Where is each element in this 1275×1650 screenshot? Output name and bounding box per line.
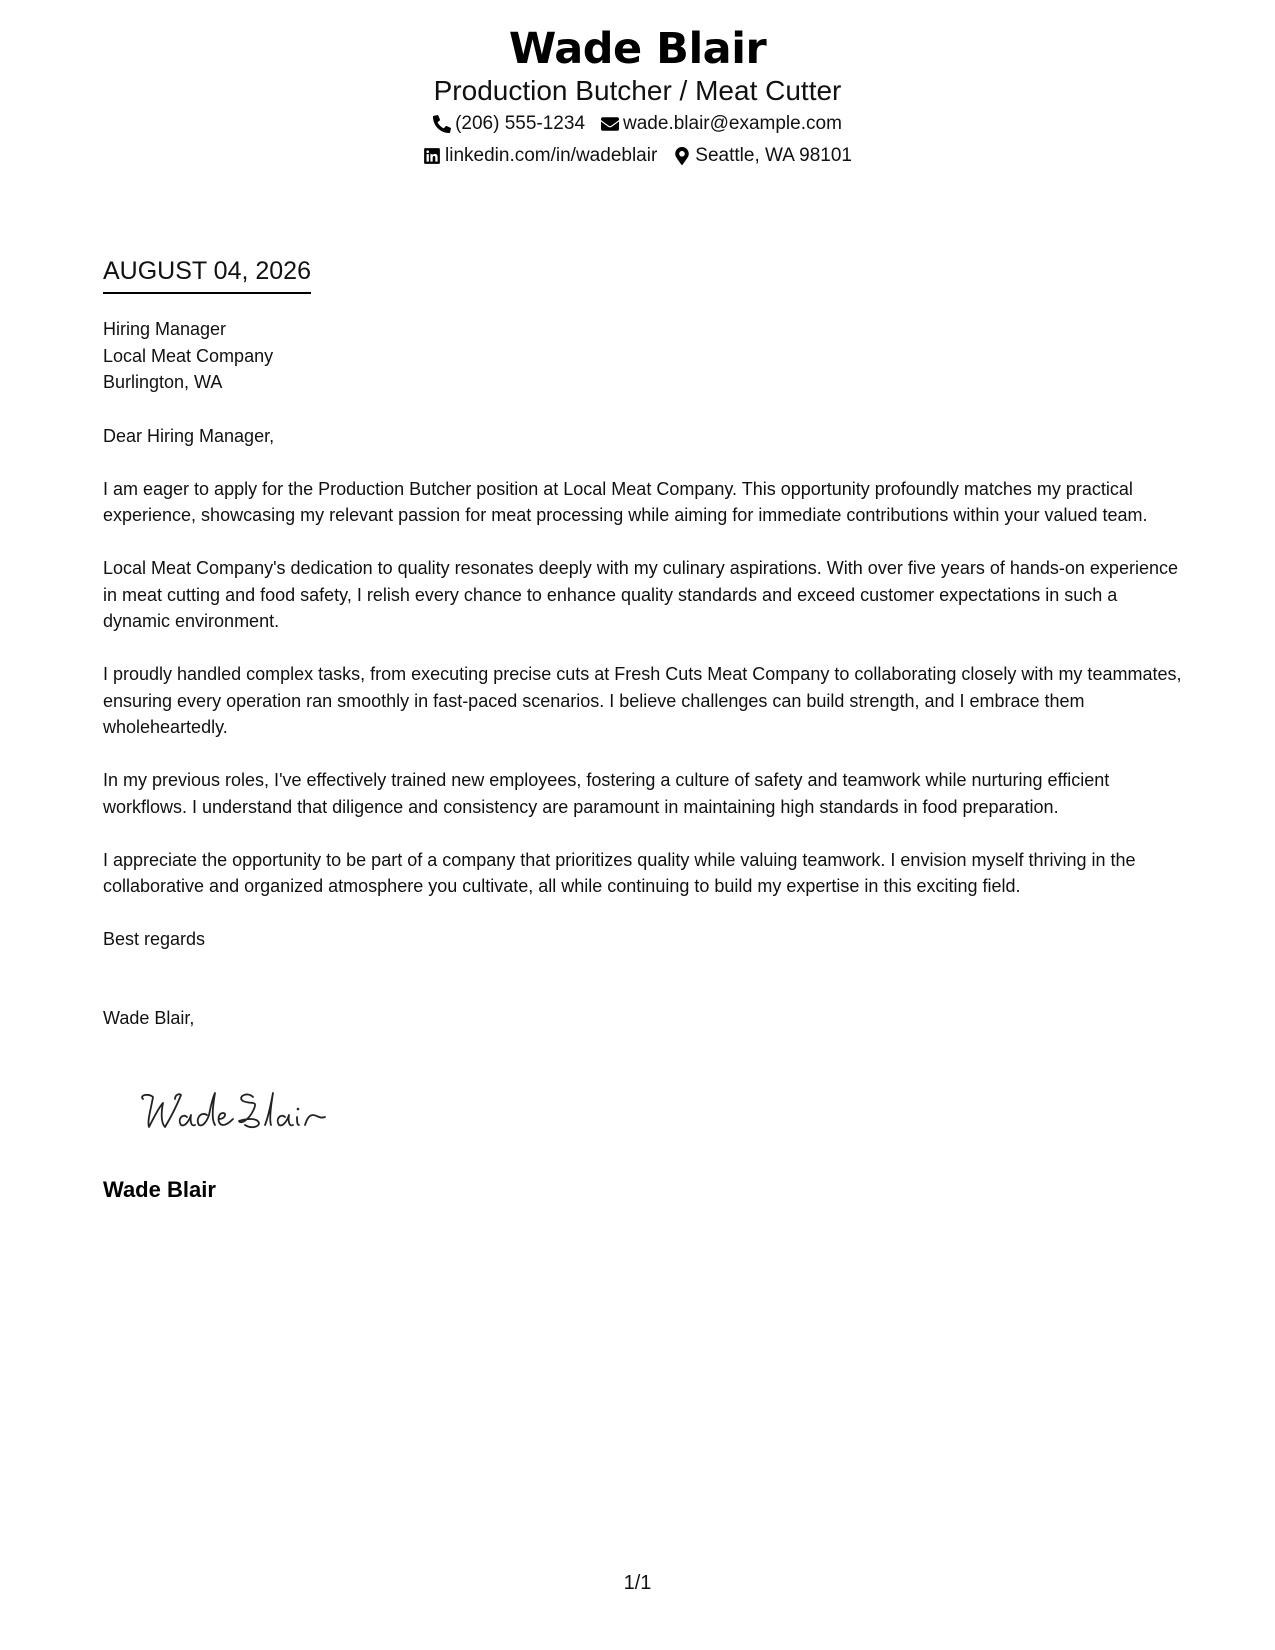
- body-paragraph: Local Meat Company's dedication to quality resonates deeply with my culinary aspirations. With over five years of hands-on experience in meat cutting and food safety, I relish every chance to enhance quality standards and exceed customer expectations in such a dynamic environment.: [103, 558, 1178, 631]
- letter-date: AUGUST 04, 2026: [103, 256, 311, 294]
- contact-row-primary: [0, 108, 1275, 140]
- signer-name: Wade Blair: [103, 1177, 216, 1202]
- recipient-line: Local Meat Company: [103, 345, 274, 366]
- map-marker-icon: [673, 147, 691, 165]
- applicant-name: Wade Blair: [508, 24, 767, 74]
- email-text: wade.blair@example.com: [623, 113, 842, 134]
- contact-row-secondary: [0, 140, 1275, 172]
- location-contact: [673, 140, 852, 172]
- letter-header: [0, 22, 1275, 172]
- phone-contact: [433, 108, 585, 140]
- recipient-block: [103, 316, 1183, 396]
- recipient-line: Burlington, WA: [103, 372, 223, 392]
- phone-text: (206) 555-1234: [455, 113, 586, 134]
- page-number: 1/1: [623, 1572, 652, 1594]
- handwritten-signature: [135, 1085, 335, 1145]
- email-contact: [601, 108, 842, 140]
- envelope-icon: [601, 115, 619, 133]
- linkedin-text: linkedin.com/in/wadeblair: [445, 145, 658, 166]
- body-paragraph: I proudly handled complex tasks, from executing precise cuts at Fresh Cuts Meat Company to collaborating closely with my teammates, ensuring every operation ran smoothly in fast-paced scenarios. I believe challenges can build strength, and I embrace them wholeheartedly.: [103, 664, 1182, 737]
- linkedin-contact: [423, 140, 657, 172]
- recipient-line: Hiring Manager: [103, 319, 227, 339]
- body-paragraph: In my previous roles, I've effectively trained new employees, fostering a culture of safety and teamwork while nurturing efficient workflows. I understand that diligence and consistency are paramount in maintaining high standards in food preparation.: [103, 770, 1110, 817]
- location-text: Seattle, WA 98101: [695, 145, 852, 166]
- closing: Best regards: [103, 929, 206, 949]
- sign-off-name: Wade Blair,: [103, 1007, 195, 1028]
- salutation: Dear Hiring Manager,: [103, 425, 275, 446]
- linkedin-icon: [423, 147, 441, 165]
- job-title: Production Butcher / Meat Cutter: [433, 75, 842, 106]
- phone-icon: [433, 115, 451, 133]
- body-paragraph: I appreciate the opportunity to be part of a company that prioritizes quality while valuing teamwork. I envision myself thriving in the collaborative and organized atmosphere you cultivate, all while continuing to build my expertise in this exciting field.: [103, 849, 1136, 896]
- body-paragraph: I am eager to apply for the Production Butcher position at Local Meat Company. This opportunity profoundly matches my practical experience, showcasing my relevant passion for meat processing while aiming for immediate contributions within your valued team.: [103, 478, 1148, 525]
- letter-body: [103, 316, 1183, 1031]
